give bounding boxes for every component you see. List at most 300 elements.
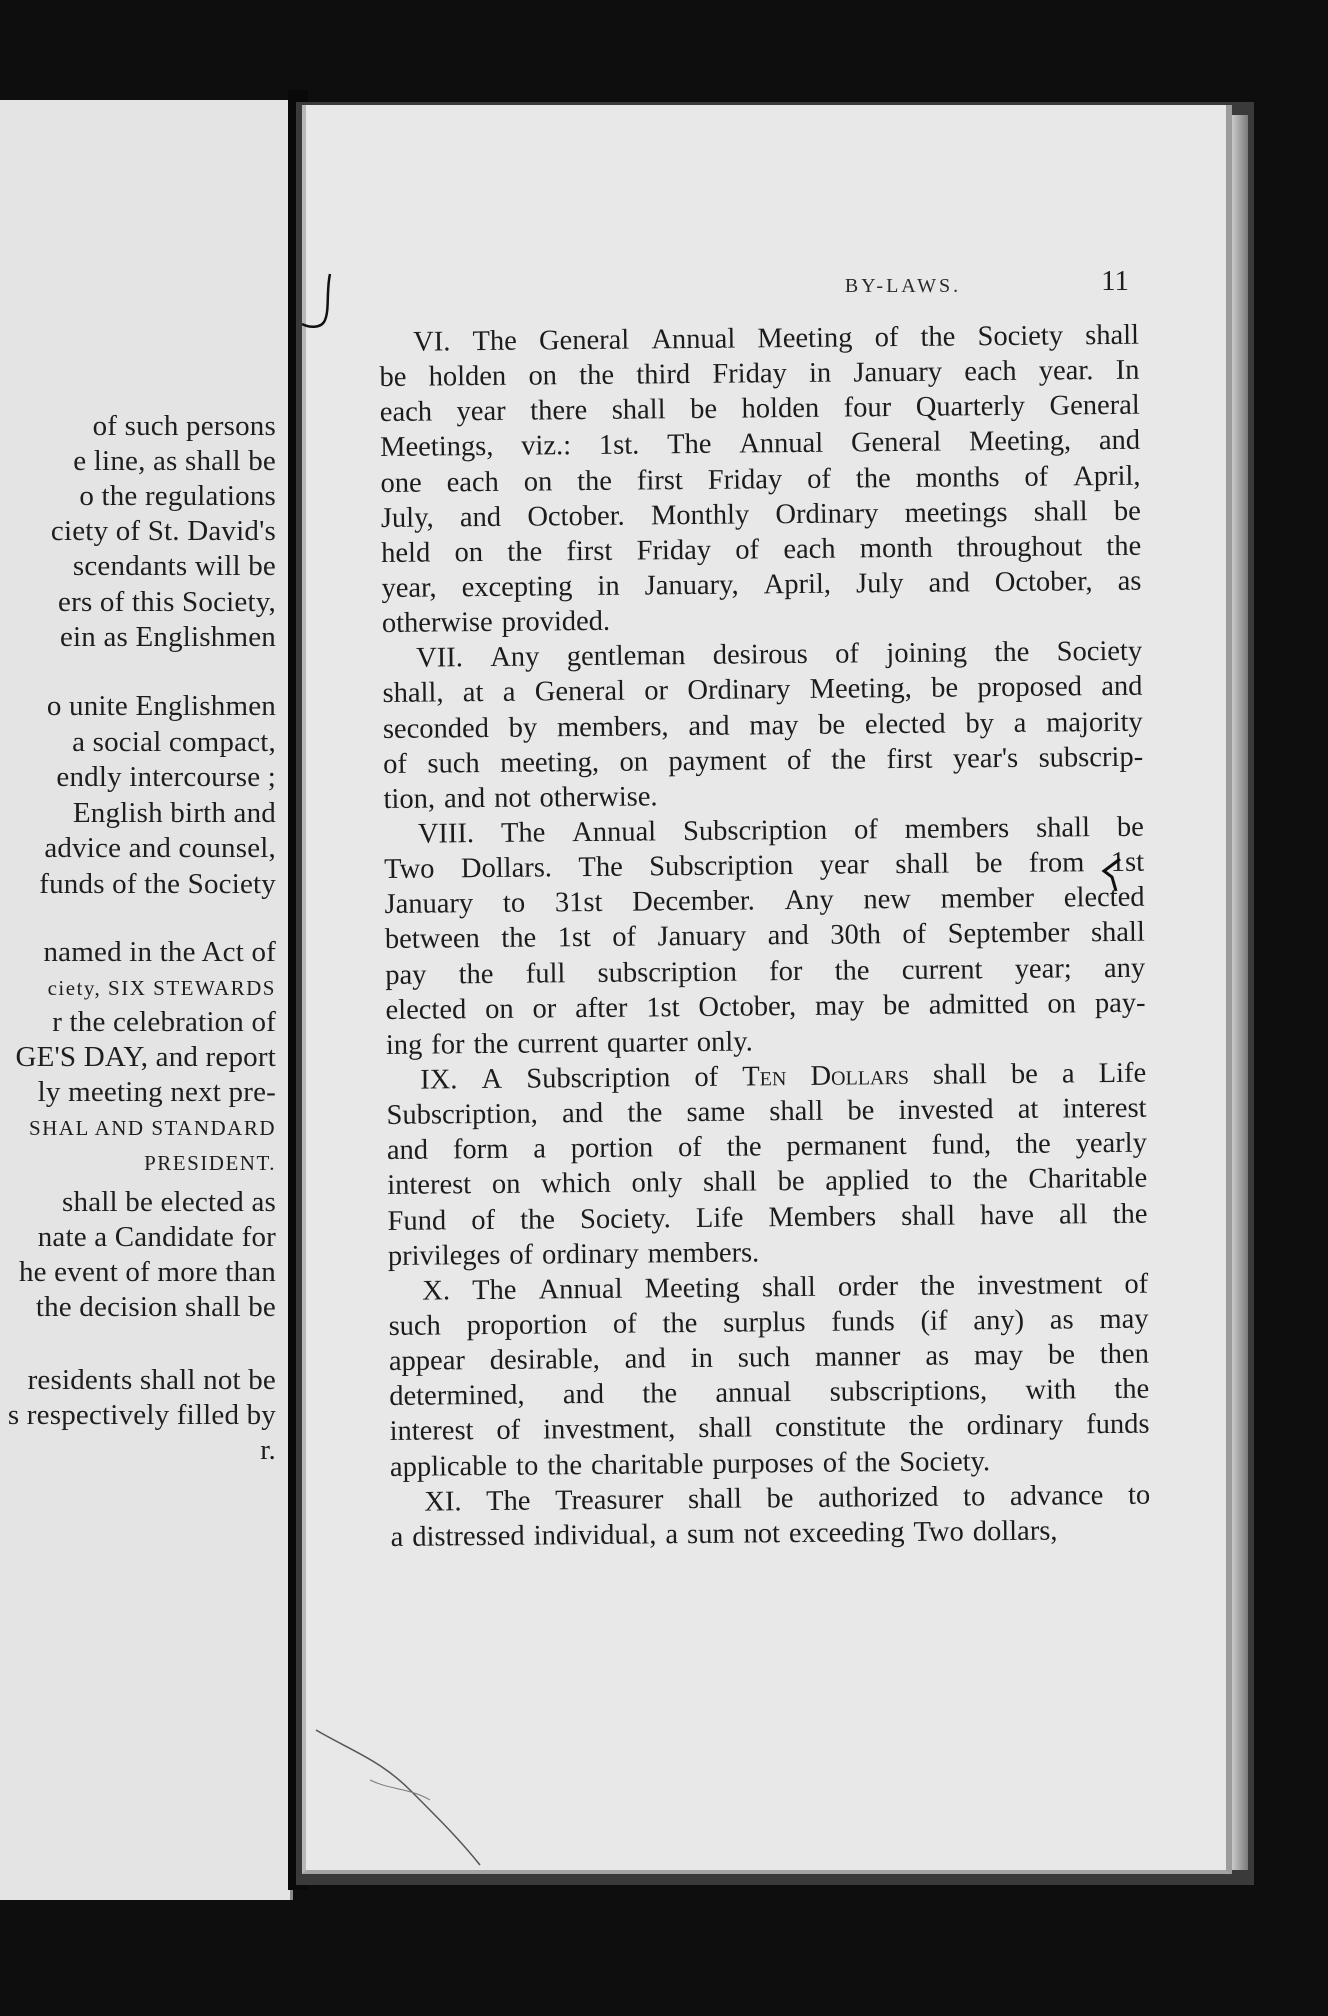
text-word: the [920,1270,956,1302]
text-word: all [1058,1198,1088,1231]
text-word: members, [556,710,669,743]
left-page-line: a social compact, [72,726,276,758]
text-word: the [642,1378,678,1410]
text-word: Ten [742,1061,787,1093]
left-page-line: ly meeting next pre- [37,1076,276,1108]
text-word: at [462,677,484,709]
text-word: elected [385,993,467,1026]
text-word: meetings [904,496,1008,529]
text-line [385,950,1145,992]
text-word: VIII. [417,818,475,850]
text-word: of [694,1061,719,1093]
text-word: a [665,1518,679,1551]
text-word: year; [1014,952,1072,985]
text-word: Society [977,320,1064,353]
text-word: of [902,919,927,951]
text-word: be [1113,495,1141,527]
text-word: shall [702,1166,758,1199]
left-page-line: r. [260,1434,276,1466]
text-word: of [807,463,832,495]
text-word: subscription [597,956,738,989]
text-word: of [835,638,860,670]
text-word: be [1047,1339,1076,1371]
text-word: (if [920,1305,948,1337]
text-word: Annual [651,323,736,356]
text-word: each [964,356,1017,388]
text-word: interest [387,1169,472,1202]
text-word: and [459,501,502,533]
text-word: General [534,676,626,708]
text-line [387,1196,1147,1238]
text-word: of [874,322,899,354]
text-word: may [749,709,799,742]
text-word: be [379,361,407,394]
text-line [388,1266,1148,1308]
text-word: members [904,812,1010,845]
text-word: advance [1009,1479,1104,1512]
text-word: of [509,1239,534,1271]
text-line [390,1512,1150,1554]
text-word: shall [1035,812,1091,844]
text-word: Society. [579,1202,671,1235]
text-word: Any [490,641,540,674]
text-word: not [743,1517,781,1550]
text-word: may [1099,1303,1149,1336]
text-word: manner [814,1341,901,1373]
left-page-line: ers of this Society, [58,586,276,618]
text-word: same [686,1096,746,1129]
text-word: Annual [538,1273,623,1306]
text-word: authorized [817,1481,939,1514]
text-word: and [624,1343,667,1375]
text-word: provided. [501,605,611,638]
text-word: to [502,887,526,920]
text-word: of [786,744,811,776]
text-word: sum [686,1518,735,1550]
text-word: third [636,359,691,391]
text-word: year. [1038,355,1094,387]
text-word: Quarterly [915,391,1026,424]
text-word: privileges [387,1239,501,1272]
text-word: throughout [956,531,1083,564]
text-word: the [972,1164,1008,1196]
text-word: September [947,917,1070,950]
text-word: with [1025,1374,1077,1407]
text-word: appear [388,1345,466,1378]
text-word: January [384,888,474,921]
left-page-line: residents shall not be [27,1364,276,1396]
text-word: form [452,1134,509,1166]
text-word: Any [784,884,834,917]
text-word: Meeting [644,1272,740,1305]
text-word: of [853,814,878,846]
text-word: Meeting, [809,673,912,706]
text-word: Subscription [649,850,794,883]
text-word: elected [864,708,946,740]
left-page-line: of such persons [92,410,276,442]
text-word: and [561,1097,604,1130]
left-page [0,100,293,1900]
text-word: current [901,953,983,986]
text-word: the [519,1203,556,1236]
text-word: invested [898,1094,994,1127]
text-word: dollars, [972,1515,1058,1548]
text-word: shall [769,1095,824,1128]
text-word: a [533,1133,547,1165]
text-line [382,669,1142,711]
text-word: portion [570,1132,654,1165]
text-word: and [767,920,809,952]
text-word: member [940,882,1035,915]
text-word: and [928,567,970,599]
text-word: as [1049,1304,1074,1336]
text-word: and [1101,671,1143,703]
text-word: then [1099,1338,1150,1371]
text-word: of [612,1308,637,1340]
text-word: such [737,1342,791,1374]
left-page-line: o unite Englishmen [46,690,276,722]
text-word: the [473,1028,509,1060]
text-word: each [446,466,499,498]
text-line [389,1407,1149,1449]
left-page-line: shall be elected as [62,1186,276,1218]
text-word: to [515,1450,539,1482]
text-word: four [843,392,892,424]
text-word: the [577,465,613,497]
text-word: Ordinary [687,674,791,707]
left-page-line: named in the Act of [43,936,276,968]
text-word: July [855,567,904,600]
text-word: shall [1033,495,1088,528]
text-line [379,318,1139,360]
text-word: otherwise [381,607,493,640]
text-word: funds [1086,1409,1150,1441]
text-word: and [688,710,730,742]
text-word: a [502,677,516,709]
text-word: first [886,743,933,775]
left-page-line: r the celebration of [52,1006,276,1038]
text-word: the [579,359,615,392]
left-page-line: SHAL AND STANDARD [28,1116,276,1140]
paper-crease [310,1720,510,1870]
text-word: 1st [1110,846,1145,879]
left-page-line: scendants will be [72,550,276,582]
left-page-line: funds of the Society [39,868,276,900]
text-word: viz.: [521,430,572,463]
margin-mark-right [1098,855,1126,895]
text-word: of [496,1415,521,1447]
text-word: may [814,990,865,1022]
text-word: from [1028,847,1085,879]
text-word: first [566,535,613,568]
text-word: 31st [554,887,603,919]
text-word: surplus [723,1306,806,1339]
text-word: be [818,709,846,741]
text-word: proposed [977,671,1083,704]
left-page-line: s respectively filled by [7,1399,276,1431]
left-page-line: o the regulations [79,480,276,512]
text-word: Life [695,1202,744,1234]
text-word: order [837,1270,899,1303]
text-word: ing [385,1029,423,1061]
text-word: gentleman [566,640,686,673]
text-word: seconded [382,712,490,745]
text-word: a [1013,707,1027,739]
text-word: applicable [389,1450,508,1483]
left-page-line: GE'S DAY, and report [15,1041,276,1073]
left-page-line: endly intercourse ; [56,761,276,793]
text-word: Two [384,853,435,886]
left-page-line: ciety, SIX STEWARDS [47,976,276,1000]
text-word: meeting, [499,746,600,779]
text-word: permanent [786,1130,907,1163]
text-word: shall [932,1059,987,1091]
text-word: In [1115,354,1140,387]
text-word: pay [385,959,427,991]
text-word: General [1049,389,1140,422]
text-word: otherwise. [539,781,658,814]
text-word: held [381,537,431,569]
text-word: July, [380,502,434,534]
text-word: The [472,325,517,358]
left-page-line: nate a Candidate for [37,1221,276,1253]
text-word: joining [886,637,968,670]
text-word: to [1127,1479,1151,1511]
text-word: which [541,1168,611,1200]
text-word: year, [381,572,437,604]
text-word: not [494,782,531,814]
text-word: The [666,429,712,461]
text-word: after [575,992,628,1024]
text-word: A [481,1063,503,1096]
text-word: elected [1063,881,1145,914]
text-word: Annual [739,428,824,460]
text-word: Treasurer [555,1483,664,1517]
text-word: VII. [416,642,464,674]
text-word: April, [763,568,832,601]
text-word: Annual [572,816,657,849]
text-word: such [388,1310,442,1342]
text-word: such [427,747,480,780]
left-page-line: PRESIDENT. [144,1151,276,1175]
text-word: interest [1062,1092,1147,1125]
text-word: Meeting [757,322,853,355]
text-word: be [1010,1058,1038,1090]
text-word: the [920,321,956,353]
left-page-line: he event of more than [18,1256,276,1288]
text-word: January, [644,569,739,602]
text-word: majority [1045,706,1143,739]
text-word: Ordinary [775,497,879,530]
text-word: months [915,461,1000,494]
text-word: charitable [590,1448,704,1481]
text-word: 1st [646,991,680,1024]
text-word: on [619,746,649,778]
text-word: the [507,536,543,568]
text-word: desirable, [489,1344,600,1377]
left-page-line: ciety of St. David's [50,515,276,547]
text-word: to [929,1164,953,1197]
text-word: Life [1098,1057,1147,1090]
left-page-line: advice and counsel, [44,832,276,864]
text-word: members. [647,1237,760,1270]
text-word: April, [1073,460,1141,492]
left-page-line: English birth and [72,797,276,829]
text-word: a [390,1521,404,1553]
text-word: of [471,1204,496,1236]
text-word: year's [952,742,1019,775]
text-word: the [547,1449,583,1481]
text-word: ordinary [966,1409,1064,1442]
text-word: on [528,360,558,392]
text-word: distressed [412,1520,525,1553]
text-word: the [501,922,537,955]
text-word: of [1124,1268,1149,1300]
text-word: be [882,989,911,1021]
text-word: of [383,748,408,780]
text-word: only [631,1167,683,1199]
text-line [380,458,1140,500]
text-word: yearly [1075,1127,1148,1160]
text-word: the [1112,1198,1148,1230]
text-word: X. [422,1275,451,1307]
text-word: be [847,1095,875,1127]
text-word: shall [761,1271,816,1304]
text-word: The [472,1274,517,1306]
text-word: Friday [707,463,783,496]
text-word: by [965,707,995,739]
text-word: Society [1056,635,1143,668]
text-word: may [973,1339,1024,1372]
text-word: Subscription [526,1062,671,1095]
text-word: the [834,954,870,987]
text-word: January [853,356,943,389]
text-word: of [677,1132,702,1164]
text-word: be [689,394,718,426]
margin-mark-left [300,272,340,332]
text-word: January [657,920,747,953]
text-word: the [855,462,891,494]
text-word: shall [895,848,950,881]
text-word: one [380,467,422,499]
text-word: shall [698,1412,753,1445]
text-word: General [538,324,630,357]
text-word: month [859,532,933,565]
text-word: holden [741,393,820,425]
text-word: be [766,1482,794,1514]
text-word: shall [1090,917,1145,949]
text-word: and [386,1134,429,1167]
text-word: the [458,958,494,990]
text-word: be [975,848,1003,880]
text-word: each [783,533,836,565]
text-word: holden [428,360,507,393]
text-word: and [1098,425,1141,457]
text-word: subscrip- [1038,741,1144,774]
text-word: the [855,1446,891,1478]
text-word: any [1103,952,1146,984]
text-line [381,564,1141,606]
text-word: General [850,427,942,459]
text-word: for [431,1029,465,1061]
text-word: ordinary [541,1238,639,1271]
text-word: the [831,744,867,776]
text-word: purposes [712,1447,814,1480]
text-word: admitted [928,988,1029,1021]
text-word: The [500,817,546,849]
text-word: of [1024,461,1049,493]
text-word: and [562,1379,605,1411]
text-word: the [1015,1128,1051,1161]
left-page-line: e line, as shall be [73,445,276,477]
by-laws-text [379,318,1151,1555]
text-word: in [597,570,620,602]
text-word: Meetings, [380,431,494,464]
text-word: first [636,464,684,497]
text-word: be [1116,811,1144,843]
text-word: XI. [424,1485,462,1518]
text-word: determined, [389,1379,525,1413]
text-word: full [525,957,566,990]
text-word: 30th [830,919,882,952]
text-word: shall [687,1483,743,1515]
text-word: desirous [712,639,808,672]
text-word: October, [994,566,1093,599]
text-word: year [456,396,506,428]
text-word: The [486,1485,531,1517]
text-word: the [908,1410,944,1443]
text-word: 1st [557,922,592,954]
text-word: or [644,675,669,707]
text-word: or [532,993,557,1025]
text-word: to [962,1480,986,1513]
text-word: of [822,1447,847,1479]
right-page [302,105,1232,1874]
text-word: at [1017,1093,1039,1125]
text-word: October. [527,500,625,533]
text-word: each [379,396,433,429]
text-word: Dollars. [460,852,553,885]
text-word: December. [632,885,755,918]
text-word: investment, [543,1413,676,1446]
text-word: quarter [606,1026,688,1059]
page-number: 11 [1101,265,1129,297]
text-word: pay- [1094,987,1146,1019]
text-word: fund, [931,1129,992,1161]
running-head: BY-LAWS. [844,275,962,297]
text-word: exceeding [788,1516,905,1549]
text-word: there [530,395,588,427]
text-word: as [1117,565,1142,597]
text-word: the [1114,1373,1150,1406]
text-word: the [726,1131,762,1163]
text-word: shall [901,1200,956,1232]
text-word: year [819,849,869,881]
text-word: payment [668,744,767,777]
text-word: Society. [899,1445,991,1478]
text-word: excepting [461,571,573,604]
text-word: only. [696,1026,753,1058]
text-word: new [863,884,912,916]
text-word: constitute [774,1411,887,1444]
text-word: by [508,712,538,744]
text-word: a [1061,1058,1075,1090]
text-word: on [523,465,553,498]
text-word: shall, [382,677,444,710]
text-word: in [808,357,832,390]
text-word: proportion [466,1308,588,1342]
text-word: on [454,536,484,569]
